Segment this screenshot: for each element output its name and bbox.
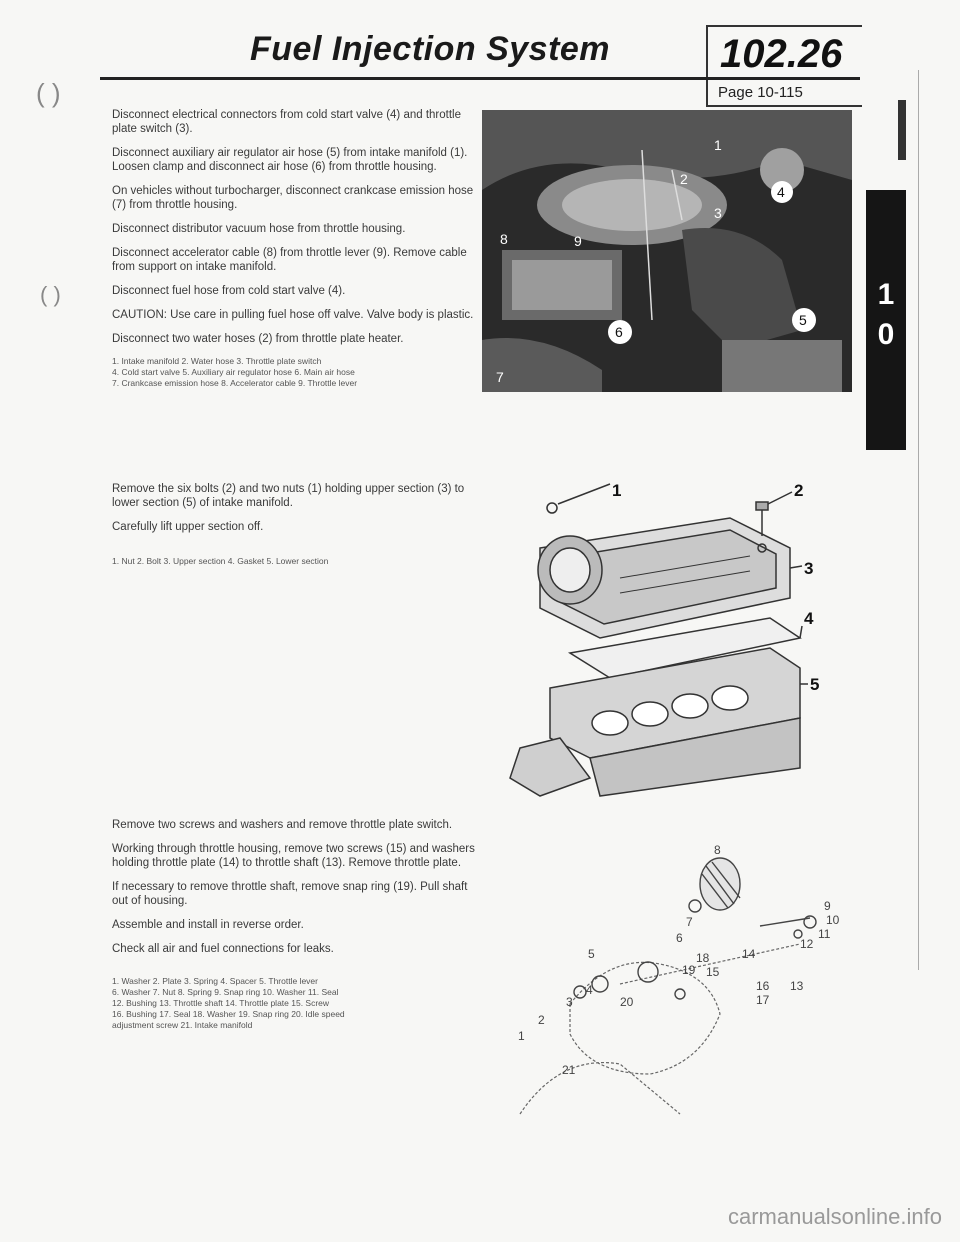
throttle-callout-6: 6 (676, 931, 683, 945)
chapter-tab (866, 190, 906, 450)
throttle-callout-10: 10 (826, 913, 840, 927)
throttle-callout-4: 4 (586, 983, 593, 997)
paragraph: Disconnect auxiliary air regulator air hose (5) from intake manifold (1). Loosen clamp and disconnect air hose (6) from throttle housing. (112, 147, 468, 173)
paragraph: Remove two screws and washers and remove throttle plate switch. (112, 819, 453, 831)
caption-line: 7. Crankcase emission hose 8. Accelerator cable 9. Throttle lever (112, 378, 358, 388)
throttle-callout-19: 19 (682, 963, 696, 977)
paragraph: Remove the six bolts (2) and two nuts (1) holding upper section (3) to lower section (5) of intake manifold. (112, 483, 465, 509)
caption-line: 6. Washer 7. Nut 8. Spring 9. Snap ring 10. Washer 11. Seal (112, 987, 339, 997)
header-rule (100, 77, 860, 80)
paragraph: If necessary to remove throttle shaft, remove snap ring (19). Pull shaft out of housing. (112, 881, 468, 907)
section-2-text (112, 482, 482, 567)
throttle-callout-14: 14 (742, 947, 756, 961)
manifold-callout-4: 4 (804, 609, 814, 628)
photo-callout-9: 9 (574, 233, 582, 249)
paragraph: Disconnect distributor vacuum hose from throttle housing. (112, 223, 406, 235)
chapter-tab-digit: 0 (877, 318, 895, 351)
throttle-callout-16: 16 (756, 979, 770, 993)
throttle-callout-9: 9 (824, 899, 831, 913)
manifold-callout-3: 3 (804, 559, 814, 578)
paragraph: Disconnect electrical connectors from cold start valve (4) and throttle plate switch (3). (112, 109, 461, 135)
caption-line: 12. Bushing 13. Throttle shaft 14. Throttle plate 15. Screw (112, 998, 330, 1008)
section-number: 102.26 (720, 32, 843, 76)
paragraph: Disconnect two water hoses (2) from throttle plate heater. (112, 333, 404, 345)
throttle-callout-13: 13 (790, 979, 804, 993)
paragraph: Assemble and install in reverse order. (112, 919, 304, 931)
throttle-callout-12: 12 (800, 937, 814, 951)
figure-caption-2: 1. Nut 2. Bolt 3. Upper section 4. Gasket 5. Lower section (112, 556, 329, 566)
caption-line: 16. Bushing 17. Seal 18. Washer 19. Snap ring 20. Idle speed (112, 1009, 345, 1019)
caption-line: 1. Intake manifold 2. Water hose 3. Throttle plate switch (112, 356, 322, 366)
manifold-callout-5: 5 (810, 675, 820, 694)
throttle-callout-21: 21 (562, 1063, 576, 1077)
throttle-callout-3: 3 (566, 995, 573, 1009)
margin-hole-mark: ( ) (40, 282, 61, 307)
paragraph: Working through throttle housing, remove two screws (15) and washers holding throttle plate (14) to throttle shaft (13). Remove throttle plate. (112, 843, 475, 869)
margin-hole-mark: ( ) (36, 78, 61, 108)
figure-caption-3 (112, 976, 482, 1031)
section-1-text (112, 108, 482, 389)
photo-callout-3: 3 (714, 205, 722, 221)
watermark: carmanualsonline.info (727, 1204, 942, 1229)
engine-photo-drawing (482, 110, 852, 392)
photo-callout-8: 8 (500, 231, 508, 247)
caption-line: adjustment screw 21. Intake manifold (112, 1020, 253, 1030)
paragraph: Disconnect fuel hose from cold start valve (4). (112, 285, 346, 297)
throttle-callout-18: 18 (696, 951, 710, 965)
photo-callout-4: 4 (777, 184, 785, 200)
paragraph: Disconnect accelerator cable (8) from throttle lever (9). Remove cable from support on intake manifold. (112, 247, 467, 273)
photo-callout-7: 7 (496, 369, 504, 385)
header-box-top-rule (706, 25, 862, 27)
intake-manifold-diagram (500, 478, 840, 798)
caption-line: 1. Washer 2. Plate 3. Spring 4. Spacer 5. Throttle lever (112, 976, 318, 986)
section-3-text (112, 818, 482, 1031)
engine-photo (482, 110, 852, 392)
binder-edge-mark (898, 100, 906, 160)
paragraph: Check all air and fuel connections for leaks. (112, 943, 334, 955)
caution-note: CAUTION: Use care in pulling fuel hose off valve. Valve body is plastic. (112, 309, 474, 321)
header-box-bottom-rule (706, 105, 862, 107)
chapter-tab-digit: 1 (877, 278, 895, 311)
photo-callout-6: 6 (615, 324, 623, 340)
throttle-callout-17: 17 (756, 993, 770, 1007)
throttle-callout-5: 5 (588, 947, 595, 961)
manifold-callout-1: 1 (612, 481, 622, 500)
page-title: Fuel Injection System (250, 30, 611, 68)
throttle-callout-11: 11 (818, 927, 831, 941)
photo-callout-1: 1 (714, 137, 722, 153)
throttle-callout-20: 20 (620, 995, 634, 1009)
photo-callout-5: 5 (799, 312, 807, 328)
intake-manifold-drawing (500, 478, 840, 798)
manifold-callout-2: 2 (794, 481, 804, 500)
throttle-housing-diagram (480, 834, 860, 1124)
paragraph: Carefully lift upper section off. (112, 521, 264, 533)
header-box-left-rule (706, 25, 708, 107)
throttle-housing-drawing (480, 834, 860, 1124)
page-edge-line (918, 70, 919, 970)
paragraph: On vehicles without turbocharger, disconnect crankcase emission hose (7) from throttle housing. (112, 185, 474, 211)
throttle-callout-8: 8 (714, 843, 721, 857)
throttle-callout-15: 15 (706, 965, 720, 979)
throttle-callout-7: 7 (686, 915, 693, 929)
throttle-callout-1: 1 (518, 1029, 525, 1043)
throttle-callout-2: 2 (538, 1013, 545, 1027)
page-number: Page 10-115 (718, 84, 803, 101)
caption-line: 4. Cold start valve 5. Auxiliary air regulator hose 6. Main air hose (112, 367, 355, 377)
figure-caption-1 (112, 356, 482, 389)
photo-callout-2: 2 (680, 171, 688, 187)
